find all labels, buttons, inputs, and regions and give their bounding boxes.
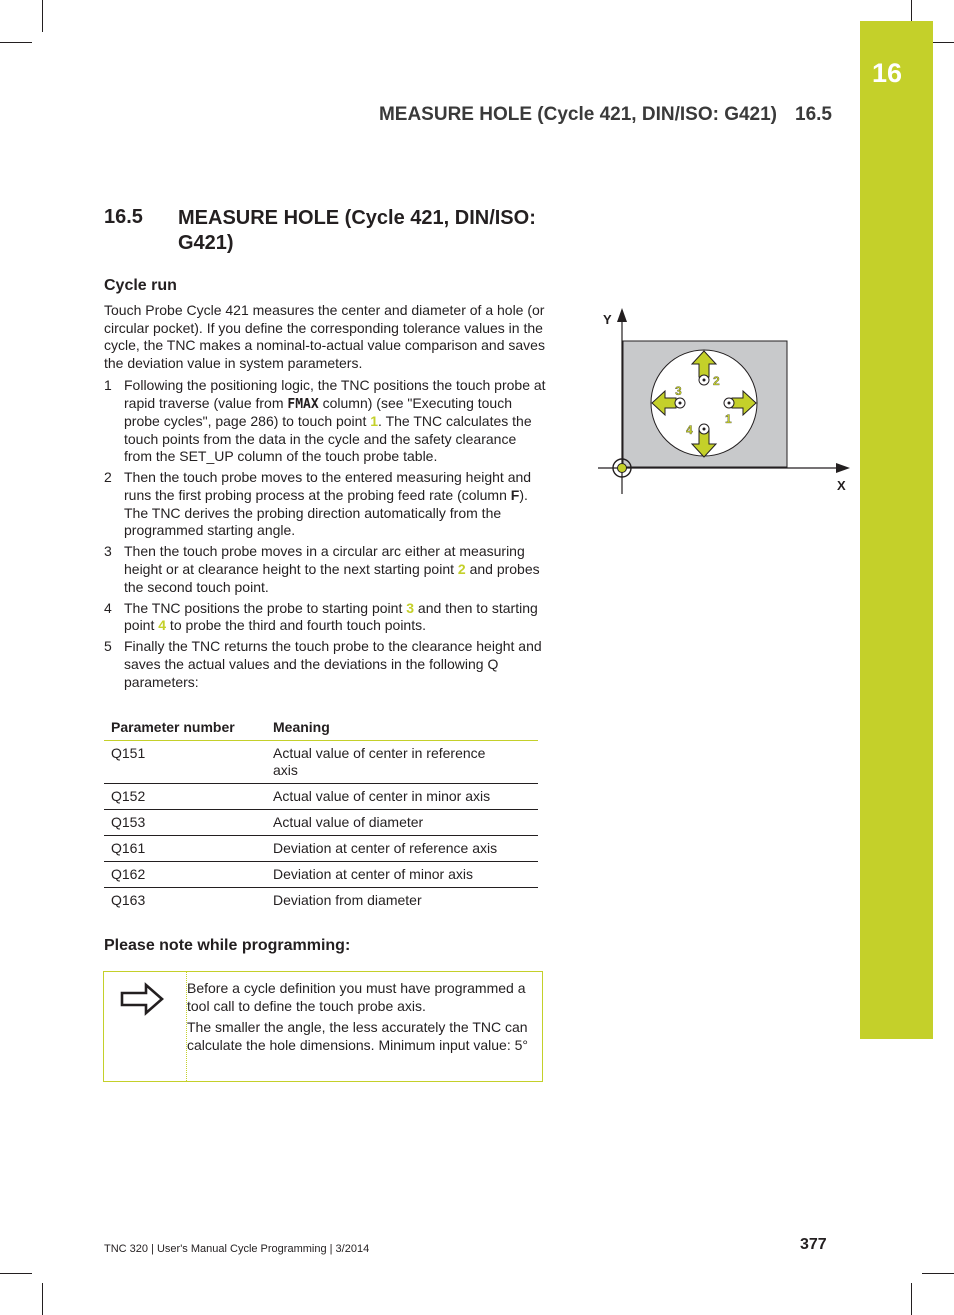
crop-mark — [0, 1273, 32, 1274]
table-cell: Q152 — [104, 784, 266, 810]
table-row — [104, 862, 538, 888]
table-cell: Deviation at center of minor axis — [266, 862, 538, 888]
cycle-run-heading: Cycle run — [104, 277, 177, 294]
step-text: and probes the second touch point. — [124, 560, 540, 595]
running-header-title: MEASURE HOLE (Cycle 421, DIN/ISO: G421) — [378, 104, 778, 125]
column-header: Parameter number — [104, 716, 266, 741]
page-number: 377 — [800, 1236, 827, 1253]
table-header-row — [104, 716, 538, 741]
crop-mark — [911, 1283, 912, 1315]
chapter-tab — [860, 21, 933, 1039]
step-text: . The TNC calculates the touch points from the data in the cycle and the safety clearance from the SET_UP column of the touch probe table. — [124, 413, 532, 465]
step-number: 2 — [104, 469, 112, 486]
cycle-run-steps — [104, 377, 546, 695]
table-row — [104, 784, 538, 810]
step-text: column) (see "Executing touch probe cycles", page 286) to touch point — [124, 394, 513, 430]
table-cell: Q162 — [104, 862, 266, 888]
step-text: Finally the TNC returns the touch probe to the clearance height and saves the actual values and the deviations in the following Q parameters: — [124, 638, 542, 690]
step-text: Then the touch probe moves in a circular arc either at measuring height or at clearance height to the next starting point — [124, 543, 525, 577]
list-item — [104, 469, 546, 539]
running-header — [379, 104, 832, 126]
step-text: Then the touch probe moves to the entered measuring height and runs the first probing process at the probing feed rate (column — [124, 469, 532, 504]
list-item — [104, 377, 546, 466]
table-row — [104, 836, 538, 862]
step-text: ). The TNC derives the probing direction automatically from the programmed starting angle. — [124, 487, 528, 539]
crop-mark — [922, 1273, 954, 1274]
step-text: to probe the third and fourth touch points. — [166, 617, 426, 634]
step-number: 5 — [104, 638, 112, 655]
crop-mark — [42, 0, 43, 32]
running-header-number: 16.5 — [795, 104, 832, 125]
table-row — [104, 741, 538, 784]
step-number: 4 — [104, 599, 112, 616]
table-cell: Q161 — [104, 836, 266, 862]
x-axis-arrow — [836, 463, 850, 473]
touch-point-ref: 2 — [457, 560, 466, 577]
note-box — [103, 971, 543, 1082]
table-cell: Deviation at center of reference axis — [266, 836, 538, 862]
list-item — [104, 638, 546, 691]
column-f-ref: F — [510, 487, 520, 504]
x-axis-label: X — [837, 478, 846, 493]
section-number: 16.5 — [104, 206, 143, 228]
touch-point-ref: 3 — [406, 599, 415, 616]
table-cell: Q151 — [104, 741, 266, 784]
column-header: Meaning — [266, 716, 538, 741]
cycle-run-intro: Touch Probe Cycle 421 measures the center and diameter of a hole (or circular pocket). If you define the corresponding tolerance values in the cycle, the TNC makes a nominal-to-actual value comparison and saves the deviation value in system parameters. — [104, 302, 545, 371]
table-cell: Deviation from diameter — [273, 892, 422, 908]
section-title: MEASURE HOLE (Cycle 421, DIN/ISO: G421) — [178, 207, 536, 254]
point-label-2: 2 — [713, 374, 720, 388]
footer-text: TNC 320 | User's Manual Cycle Programming | 3/2014 — [104, 1243, 370, 1255]
table-cell: Q163 — [111, 892, 146, 908]
step-number: 3 — [104, 543, 112, 560]
point-label-3: 3 — [675, 384, 682, 398]
crop-mark — [42, 1283, 43, 1315]
note-paragraph: Before a cycle definition you must have programmed a tool call to define the touch probe axis. — [187, 980, 526, 1014]
table-row — [104, 888, 538, 914]
q-parameter-table — [104, 716, 538, 913]
table-cell: Q153 — [104, 810, 266, 836]
y-axis-label: Y — [603, 312, 612, 327]
step-text: and then to starting point — [124, 599, 538, 634]
table-cell: Actual value of diameter — [266, 810, 538, 836]
list-item — [104, 600, 546, 635]
touch-point-ref: 4 — [158, 617, 167, 634]
note-heading: Please note while programming: — [104, 937, 351, 954]
crop-mark — [0, 42, 32, 43]
list-item — [104, 543, 546, 596]
fmax-code: FMAX — [287, 396, 319, 412]
step-number: 1 — [104, 377, 112, 393]
datum-center — [618, 464, 627, 473]
touch-point-ref: 1 — [370, 413, 379, 430]
cycle-421-diagram — [598, 306, 854, 496]
table-cell: Actual value of center in reference axis — [266, 741, 538, 784]
point-label-4: 4 — [686, 423, 693, 437]
chapter-tab-number: 16 — [871, 58, 903, 88]
point-label-1: 1 — [725, 412, 732, 426]
arrow-right-icon — [120, 982, 166, 1018]
note-text — [187, 980, 537, 1058]
y-axis-arrow — [617, 308, 627, 322]
step-text: Following the positioning logic, the TNC positions the touch probe at rapid traverse (value from — [124, 377, 546, 411]
table-cell: Actual value of center in minor axis — [266, 784, 538, 810]
step-text: The TNC positions the probe to starting point — [124, 599, 407, 616]
note-paragraph: The smaller the angle, the less accurately the TNC can calculate the hole dimensions. Minimum input value: 5° — [187, 1019, 528, 1053]
table-row — [104, 810, 538, 836]
